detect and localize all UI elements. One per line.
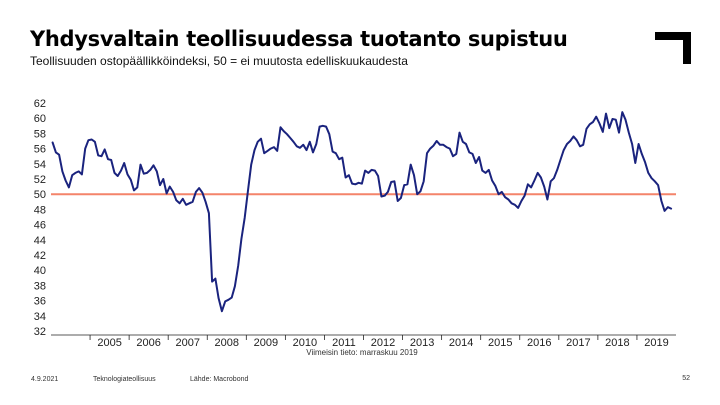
data-point <box>107 158 109 160</box>
data-point <box>332 151 334 153</box>
data-point <box>534 180 536 182</box>
data-point <box>625 119 627 121</box>
data-point <box>319 126 321 128</box>
data-point <box>478 156 480 158</box>
data-point <box>341 157 343 159</box>
y-tick-label: 54 <box>33 158 46 171</box>
data-point <box>159 184 161 186</box>
data-point <box>618 132 620 134</box>
data-point <box>244 217 246 219</box>
data-point <box>371 169 373 171</box>
data-point <box>306 149 308 151</box>
data-point <box>413 174 415 176</box>
data-point <box>143 173 145 175</box>
data-point <box>104 149 106 151</box>
data-point <box>511 202 513 204</box>
data-point <box>485 172 487 174</box>
y-tick-label: 36 <box>33 295 46 308</box>
data-point <box>117 175 119 177</box>
data-point <box>638 143 640 145</box>
data-point <box>120 170 122 172</box>
data-point <box>423 180 425 182</box>
data-point <box>224 301 226 303</box>
data-point <box>247 190 249 192</box>
data-point <box>407 183 409 185</box>
data-point <box>335 152 337 154</box>
data-point <box>101 155 103 157</box>
data-point <box>394 180 396 182</box>
data-point <box>628 132 630 134</box>
y-tick-label: 56 <box>33 143 46 156</box>
data-point <box>260 138 262 140</box>
data-point <box>420 190 422 192</box>
data-point <box>312 152 314 154</box>
x-tick-label: 2019 <box>644 337 669 349</box>
data-point <box>166 193 168 195</box>
data-point <box>130 179 132 181</box>
data-point <box>91 139 93 141</box>
x-tick-label: 2017 <box>566 337 591 349</box>
chart-note: Viimeisin tieto: marraskuu 2019 <box>306 348 418 357</box>
data-point <box>468 152 470 154</box>
data-point <box>123 162 125 164</box>
data-point <box>481 170 483 172</box>
data-point <box>605 113 607 115</box>
data-point <box>472 153 474 155</box>
data-point <box>127 174 129 176</box>
data-point <box>592 121 594 123</box>
x-tick-label: 2015 <box>487 337 513 349</box>
data-point <box>550 180 552 182</box>
data-point <box>517 207 519 209</box>
data-point <box>198 187 200 189</box>
data-point <box>175 199 177 201</box>
data-point <box>387 191 389 193</box>
data-point <box>179 202 181 204</box>
data-point <box>599 123 601 125</box>
data-point <box>494 185 496 187</box>
data-point <box>657 184 659 186</box>
data-point <box>361 183 363 185</box>
data-point <box>667 206 669 208</box>
data-point <box>153 164 155 166</box>
data-point <box>88 139 90 141</box>
data-point <box>455 153 457 155</box>
y-tick-label: 40 <box>33 265 46 278</box>
data-point <box>442 144 444 146</box>
data-point <box>403 184 405 186</box>
data-point <box>641 153 643 155</box>
data-point <box>465 143 467 145</box>
data-point <box>293 141 295 143</box>
data-point <box>315 143 317 145</box>
data-point <box>661 200 663 202</box>
data-point <box>595 116 597 118</box>
data-point <box>475 162 477 164</box>
y-tick-label: 50 <box>33 189 46 202</box>
data-point <box>563 149 565 151</box>
data-point <box>241 238 243 240</box>
data-point <box>364 170 366 172</box>
data-point <box>237 265 239 267</box>
x-tick-label: 2006 <box>136 337 161 349</box>
data-point <box>647 172 649 174</box>
data-point <box>286 133 288 135</box>
data-point <box>504 196 506 198</box>
y-tick-label: 52 <box>33 174 46 186</box>
data-point <box>195 191 197 193</box>
data-point <box>55 152 57 154</box>
data-point <box>530 187 532 189</box>
data-point <box>556 169 558 171</box>
data-point <box>263 152 265 154</box>
data-point <box>289 137 291 139</box>
data-point <box>368 172 370 174</box>
data-point <box>547 199 549 201</box>
data-point <box>358 182 360 184</box>
data-point <box>631 143 633 145</box>
data-point <box>498 193 500 195</box>
data-point <box>573 136 575 138</box>
slide-subtitle: Teollisuuden ostopäällikköindeksi, 50 = ei muutosta edelliskuukaudesta <box>30 54 408 68</box>
data-point <box>270 148 272 150</box>
data-point <box>309 141 311 143</box>
data-point <box>84 148 86 150</box>
data-point <box>299 147 301 149</box>
data-point <box>644 161 646 163</box>
data-point <box>192 201 194 203</box>
data-point <box>416 193 418 195</box>
data-point <box>188 202 190 204</box>
y-tick-label: 42 <box>33 250 46 262</box>
data-point <box>560 159 562 161</box>
data-point <box>384 195 386 197</box>
data-point <box>68 187 70 189</box>
data-point <box>576 139 578 141</box>
data-point <box>215 278 217 280</box>
data-point <box>254 149 256 151</box>
data-point <box>355 183 357 185</box>
y-tick-label: 38 <box>33 280 46 293</box>
data-point <box>62 171 64 173</box>
data-point <box>218 297 220 299</box>
data-point <box>452 155 454 157</box>
data-point <box>325 126 327 128</box>
data-point <box>543 186 545 188</box>
data-point <box>521 200 523 202</box>
data-point <box>670 208 672 210</box>
data-point <box>439 144 441 146</box>
data-point <box>579 145 581 147</box>
data-point <box>508 199 510 201</box>
data-point <box>156 171 158 173</box>
x-tick-label: 2008 <box>214 337 240 349</box>
data-point <box>211 281 213 283</box>
data-point <box>569 140 571 142</box>
data-point <box>651 177 653 179</box>
data-point <box>182 198 184 200</box>
data-point <box>208 212 210 214</box>
data-point <box>400 197 402 199</box>
data-point <box>586 128 588 130</box>
data-point <box>94 141 96 143</box>
x-tick-label: 2016 <box>527 337 552 349</box>
x-tick-label: 2010 <box>292 337 318 349</box>
data-point <box>276 150 278 152</box>
data-point <box>664 210 666 212</box>
y-tick-label: 60 <box>33 113 46 126</box>
data-point <box>348 174 350 176</box>
footer-organization: Teknologiateollisuus <box>93 376 156 383</box>
data-point <box>345 177 347 179</box>
data-point <box>228 299 230 301</box>
x-tick-label: 2018 <box>605 337 630 349</box>
footer-date: 4.9.2021 <box>31 376 59 383</box>
data-point <box>446 146 448 148</box>
x-tick-label: 2005 <box>97 337 122 349</box>
data-point <box>589 123 591 125</box>
data-point <box>133 190 135 192</box>
data-point <box>527 183 529 185</box>
data-point <box>169 186 171 188</box>
data-point <box>459 132 461 134</box>
data-point <box>612 118 614 120</box>
data-point <box>608 127 610 129</box>
data-point <box>397 200 399 202</box>
data-point <box>81 174 83 176</box>
data-point <box>410 164 412 166</box>
data-point <box>524 195 526 197</box>
page-number: 52 <box>682 375 690 382</box>
data-point <box>97 155 99 157</box>
data-point <box>322 125 324 127</box>
x-tick-label: 2014 <box>448 337 474 349</box>
y-tick-label: 44 <box>33 234 46 247</box>
data-point <box>377 175 379 177</box>
data-point <box>58 154 60 156</box>
data-point <box>462 141 464 143</box>
data-point <box>75 172 77 174</box>
data-point <box>149 169 151 171</box>
x-tick-label: 2013 <box>409 337 435 349</box>
data-point <box>234 285 236 287</box>
x-tick-label: 2009 <box>253 337 279 349</box>
data-point <box>615 119 617 121</box>
data-point <box>172 191 174 193</box>
data-point <box>302 144 304 146</box>
data-point <box>429 148 431 150</box>
data-point <box>110 159 112 161</box>
y-tick-label: 46 <box>33 219 46 232</box>
data-point <box>257 141 259 143</box>
data-point <box>273 146 275 148</box>
data-point <box>267 150 269 152</box>
data-point <box>351 183 353 185</box>
data-point <box>162 178 164 180</box>
data-point <box>71 174 73 176</box>
data-point <box>140 164 142 166</box>
data-point <box>296 145 298 147</box>
data-point <box>283 130 285 132</box>
y-tick-label: 58 <box>33 128 46 141</box>
data-point <box>78 171 80 173</box>
data-point <box>433 145 435 147</box>
data-point <box>381 196 383 198</box>
data-point <box>540 177 542 179</box>
data-point <box>136 187 138 189</box>
data-point <box>436 140 438 142</box>
data-point <box>514 204 516 206</box>
data-point <box>634 162 636 164</box>
footer-source: Lähde: Macrobond <box>190 376 249 383</box>
data-point <box>491 180 493 182</box>
y-tick-label: 32 <box>33 326 46 338</box>
data-point <box>501 191 503 193</box>
data-point <box>250 164 252 166</box>
y-tick-label: 34 <box>33 310 46 323</box>
data-point <box>205 201 207 203</box>
data-point <box>65 180 67 182</box>
data-point <box>231 297 233 299</box>
data-point <box>221 310 223 312</box>
slide-title: Yhdysvaltain teollisuudessa tuotanto supistuu <box>30 27 568 51</box>
y-tick-label: 48 <box>33 204 46 217</box>
data-point <box>566 143 568 145</box>
x-tick-label: 2011 <box>332 337 356 349</box>
data-point <box>280 126 282 128</box>
data-point <box>553 177 555 179</box>
data-point <box>449 148 451 150</box>
data-point <box>602 131 604 133</box>
y-tick-label: 62 <box>33 98 46 110</box>
x-tick-label: 2007 <box>175 337 200 349</box>
data-point <box>202 192 204 194</box>
data-point <box>185 204 187 206</box>
data-point <box>328 133 330 135</box>
data-point <box>621 111 623 113</box>
data-point <box>374 170 376 172</box>
data-point <box>426 152 428 154</box>
data-point <box>338 158 340 160</box>
x-tick-label: 2012 <box>370 337 396 349</box>
data-point <box>146 172 148 174</box>
data-point <box>488 169 490 171</box>
data-point <box>582 144 584 146</box>
data-point <box>390 181 392 183</box>
data-point <box>537 172 539 174</box>
data-point <box>52 142 54 144</box>
data-point <box>654 180 656 182</box>
series-line <box>53 112 672 311</box>
data-point <box>114 172 116 174</box>
